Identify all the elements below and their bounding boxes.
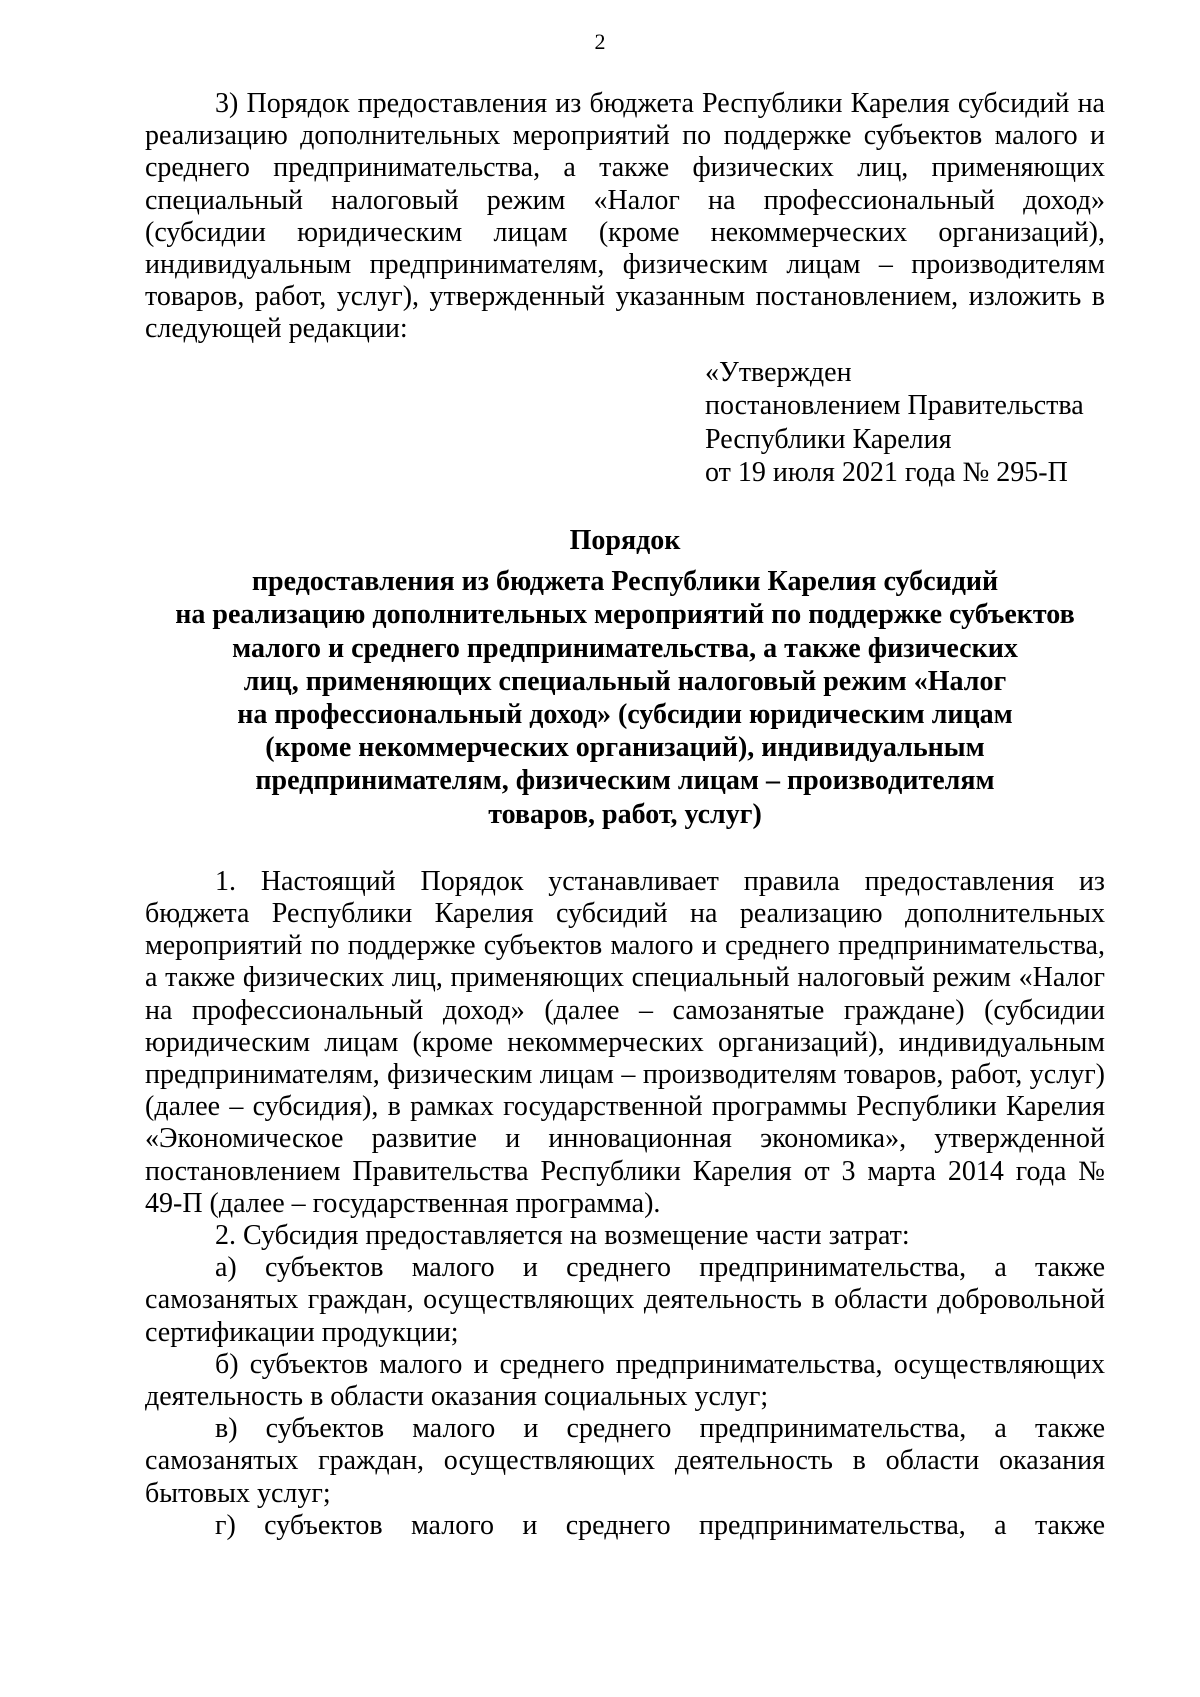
intro-paragraph: 3) Порядок предоставления из бюджета Республики Карелия субсидий на реализацию дополнительных мероприятий по поддержке субъектов малого и среднего предпринимательства, а также физических лиц, применяющих специальный налоговый режим «Налог на профессиональный доход» (субсидии юридическим лицам (кроме некоммерческих организаций), индивидуальным предпринимателям, физическим лицам – производителям товаров, работ, услуг), утвержденный указанным постановлением, изложить в следующей редакции: [145, 88, 1105, 345]
heading-line: предпринимателям, физическим лицам – производителям [255, 765, 995, 797]
heading-line: (кроме некоммерческих организаций), индивидуальным [265, 732, 985, 764]
heading-line: малого и среднего предпринимательства, а также физических [232, 632, 1018, 664]
heading-line: лиц, применяющих специальный налоговый режим «Налог [243, 665, 1007, 697]
body-section [145, 866, 1105, 1542]
subitem-v: в) субъектов малого и среднего предпринимательства, а также самозанятых граждан, осуществляющих деятельность в области оказания бытовых услуг; [145, 1413, 1105, 1509]
approval-line: от 19 июля 2021 года № 295-П [705, 457, 1068, 489]
document-heading [145, 524, 1105, 831]
approval-line: Республики Карелия [705, 423, 952, 455]
heading-title: Порядок [569, 525, 681, 556]
heading-line: товаров, работ, услуг) [488, 798, 762, 830]
paragraph-1: 1. Настоящий Порядок устанавливает правила предоставления из бюджета Республики Карелия субсидий на реализацию дополнительных мероприятий по поддержке субъектов малого и среднего предпринимательства, а также физических лиц, применяющих специальный налоговый режим «Налог на профессиональный доход» (далее – самозанятые граждане) (субсидии юридическим лицам (кроме некоммерческих организаций), индивидуальным предпринимателям, физическим лицам – производителям товаров, работ, услуг) (далее – субсидия), в рамках государственной программы Республики Карелия «Экономическое развитие и инновационная экономика», утвержденной постановлением Правительства Республики Карелия от 3 марта 2014 года № 49-П (далее – государственная программа). [145, 865, 1105, 1219]
heading-line: предоставления из бюджета Республики Карелия субсидий [251, 566, 999, 598]
page-number: 2 [594, 29, 606, 54]
document-content [145, 88, 1105, 1542]
heading-line: на реализацию дополнительных мероприятий по поддержке субъектов [175, 599, 1075, 631]
paragraph-2: 2. Субсидия предоставляется на возмещение части затрат: [215, 1220, 910, 1252]
approval-block [705, 356, 1105, 490]
approval-line: постановлением Правительства [705, 390, 1084, 422]
subitem-g: г) субъектов малого и среднего предпринимательства, а также [215, 1509, 1105, 1541]
subitem-b: б) субъектов малого и среднего предпринимательства, осуществляющих деятельность в области оказания социальных услуг; [145, 1348, 1105, 1413]
subitem-a: а) субъектов малого и среднего предпринимательства, а также самозанятых граждан, осуществляющих деятельность в области добровольной сертификации продукции; [145, 1252, 1105, 1348]
heading-line: на профессиональный доход» (субсидии юридическим лицам [237, 699, 1013, 731]
approval-line: «Утвержден [705, 356, 852, 388]
